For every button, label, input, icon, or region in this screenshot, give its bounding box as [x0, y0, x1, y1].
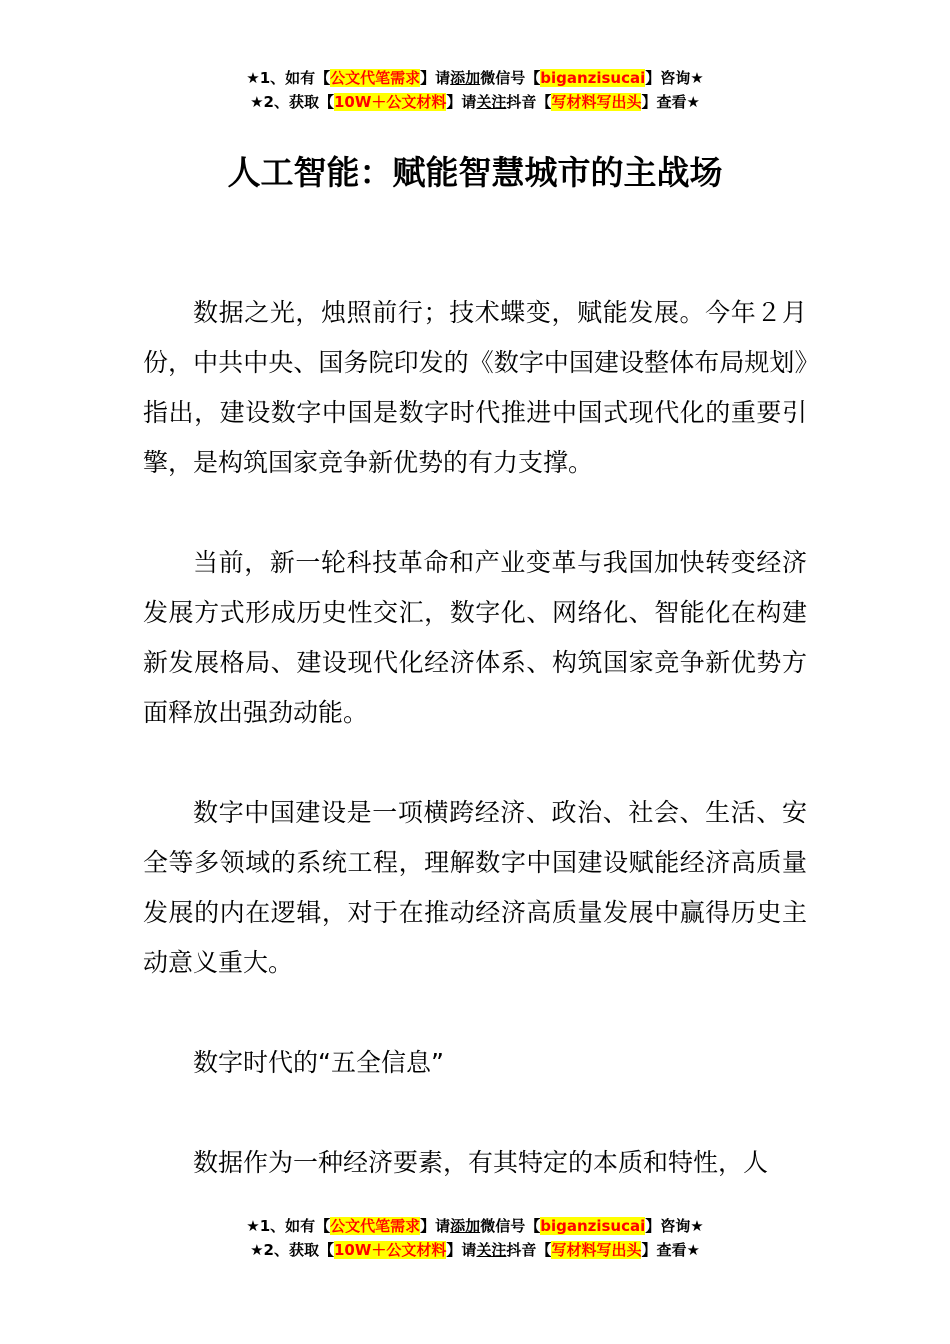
paragraph: 数据作为一种经济要素，有其特定的本质和特性，人 [193, 1148, 769, 1177]
banner-text: 1、如有【 [259, 1217, 331, 1235]
banner-line-2 [0, 90, 950, 114]
paragraph: 数据之光，烛照前行；技术蝶变，赋能发展。今年２月份，中共中央、国务院印发的《数字中国建设整体布局规划》指出，建设数字中国是数字时代推进中国式现代化的重要引擎，是构筑国家竞争新优势的有力支撑。 [143, 298, 807, 477]
banner-emphasis: 关注 [476, 1241, 507, 1259]
banner-emphasis: 添加 [450, 1217, 481, 1235]
banner-highlight: 10W＋公文材料 [333, 93, 447, 111]
banner-douyin-account: 写材料写出头 [551, 1241, 642, 1259]
banner-line-2 [0, 1238, 950, 1262]
star-icon: ★ [690, 1217, 704, 1235]
document-body [143, 288, 807, 1188]
banner-text: 】请 [420, 1217, 451, 1235]
banner-emphasis: 关注 [476, 93, 507, 111]
document-title: 人工智能：赋能智慧城市的主战场 [227, 153, 723, 192]
banner-wechat-id: biganzisucai [540, 1217, 646, 1235]
banner-text: 1、如有【 [259, 69, 331, 87]
banner-highlight: 10W＋公文材料 [333, 1241, 447, 1259]
banner-text: 】请 [420, 69, 451, 87]
banner-text: 】请 [446, 93, 477, 111]
star-icon: ★ [250, 93, 264, 111]
star-icon: ★ [686, 1241, 700, 1259]
banner-line-1 [0, 66, 950, 90]
banner-text: 2、获取【 [263, 1241, 334, 1259]
banner-highlight: 公文代笔需求 [330, 1217, 421, 1235]
banner-douyin-account: 写材料写出头 [551, 93, 642, 111]
paragraph: 当前，新一轮科技革命和产业变革与我国加快转变经济发展方式形成历史性交汇，数字化、网络化、智能化在构建新发展格局、建设现代化经济体系、构筑国家竞争新优势方面释放出强劲动能。 [143, 548, 807, 727]
paragraph: 数字中国建设是一项横跨经济、政治、社会、生活、安全等多领域的系统工程，理解数字中国建设赋能经济高质量发展的内在逻辑，对于在推动经济高质量发展中赢得历史主动意义重大。 [143, 798, 807, 977]
banner-text: 】咨询 [645, 1217, 691, 1235]
header-banner [0, 66, 950, 114]
banner-highlight: 公文代笔需求 [330, 69, 421, 87]
banner-text: 】查看 [641, 93, 687, 111]
star-icon: ★ [246, 69, 260, 87]
banner-text: 2、获取【 [263, 93, 334, 111]
banner-text: 】查看 [641, 1241, 687, 1259]
star-icon: ★ [246, 1217, 260, 1235]
banner-text: 】咨询 [645, 69, 691, 87]
banner-text: 抖音【 [506, 1241, 552, 1259]
banner-text: 】请 [446, 1241, 477, 1259]
star-icon: ★ [250, 1241, 264, 1259]
section-heading: 数字时代的“五全信息” [193, 1048, 444, 1077]
banner-wechat-id: biganzisucai [540, 69, 646, 87]
banner-line-1 [0, 1214, 950, 1238]
banner-text: 微信号【 [480, 1217, 541, 1235]
banner-text: 微信号【 [480, 69, 541, 87]
footer-banner [0, 1214, 950, 1262]
banner-text: 抖音【 [506, 93, 552, 111]
star-icon: ★ [686, 93, 700, 111]
banner-emphasis: 添加 [450, 69, 481, 87]
star-icon: ★ [690, 69, 704, 87]
